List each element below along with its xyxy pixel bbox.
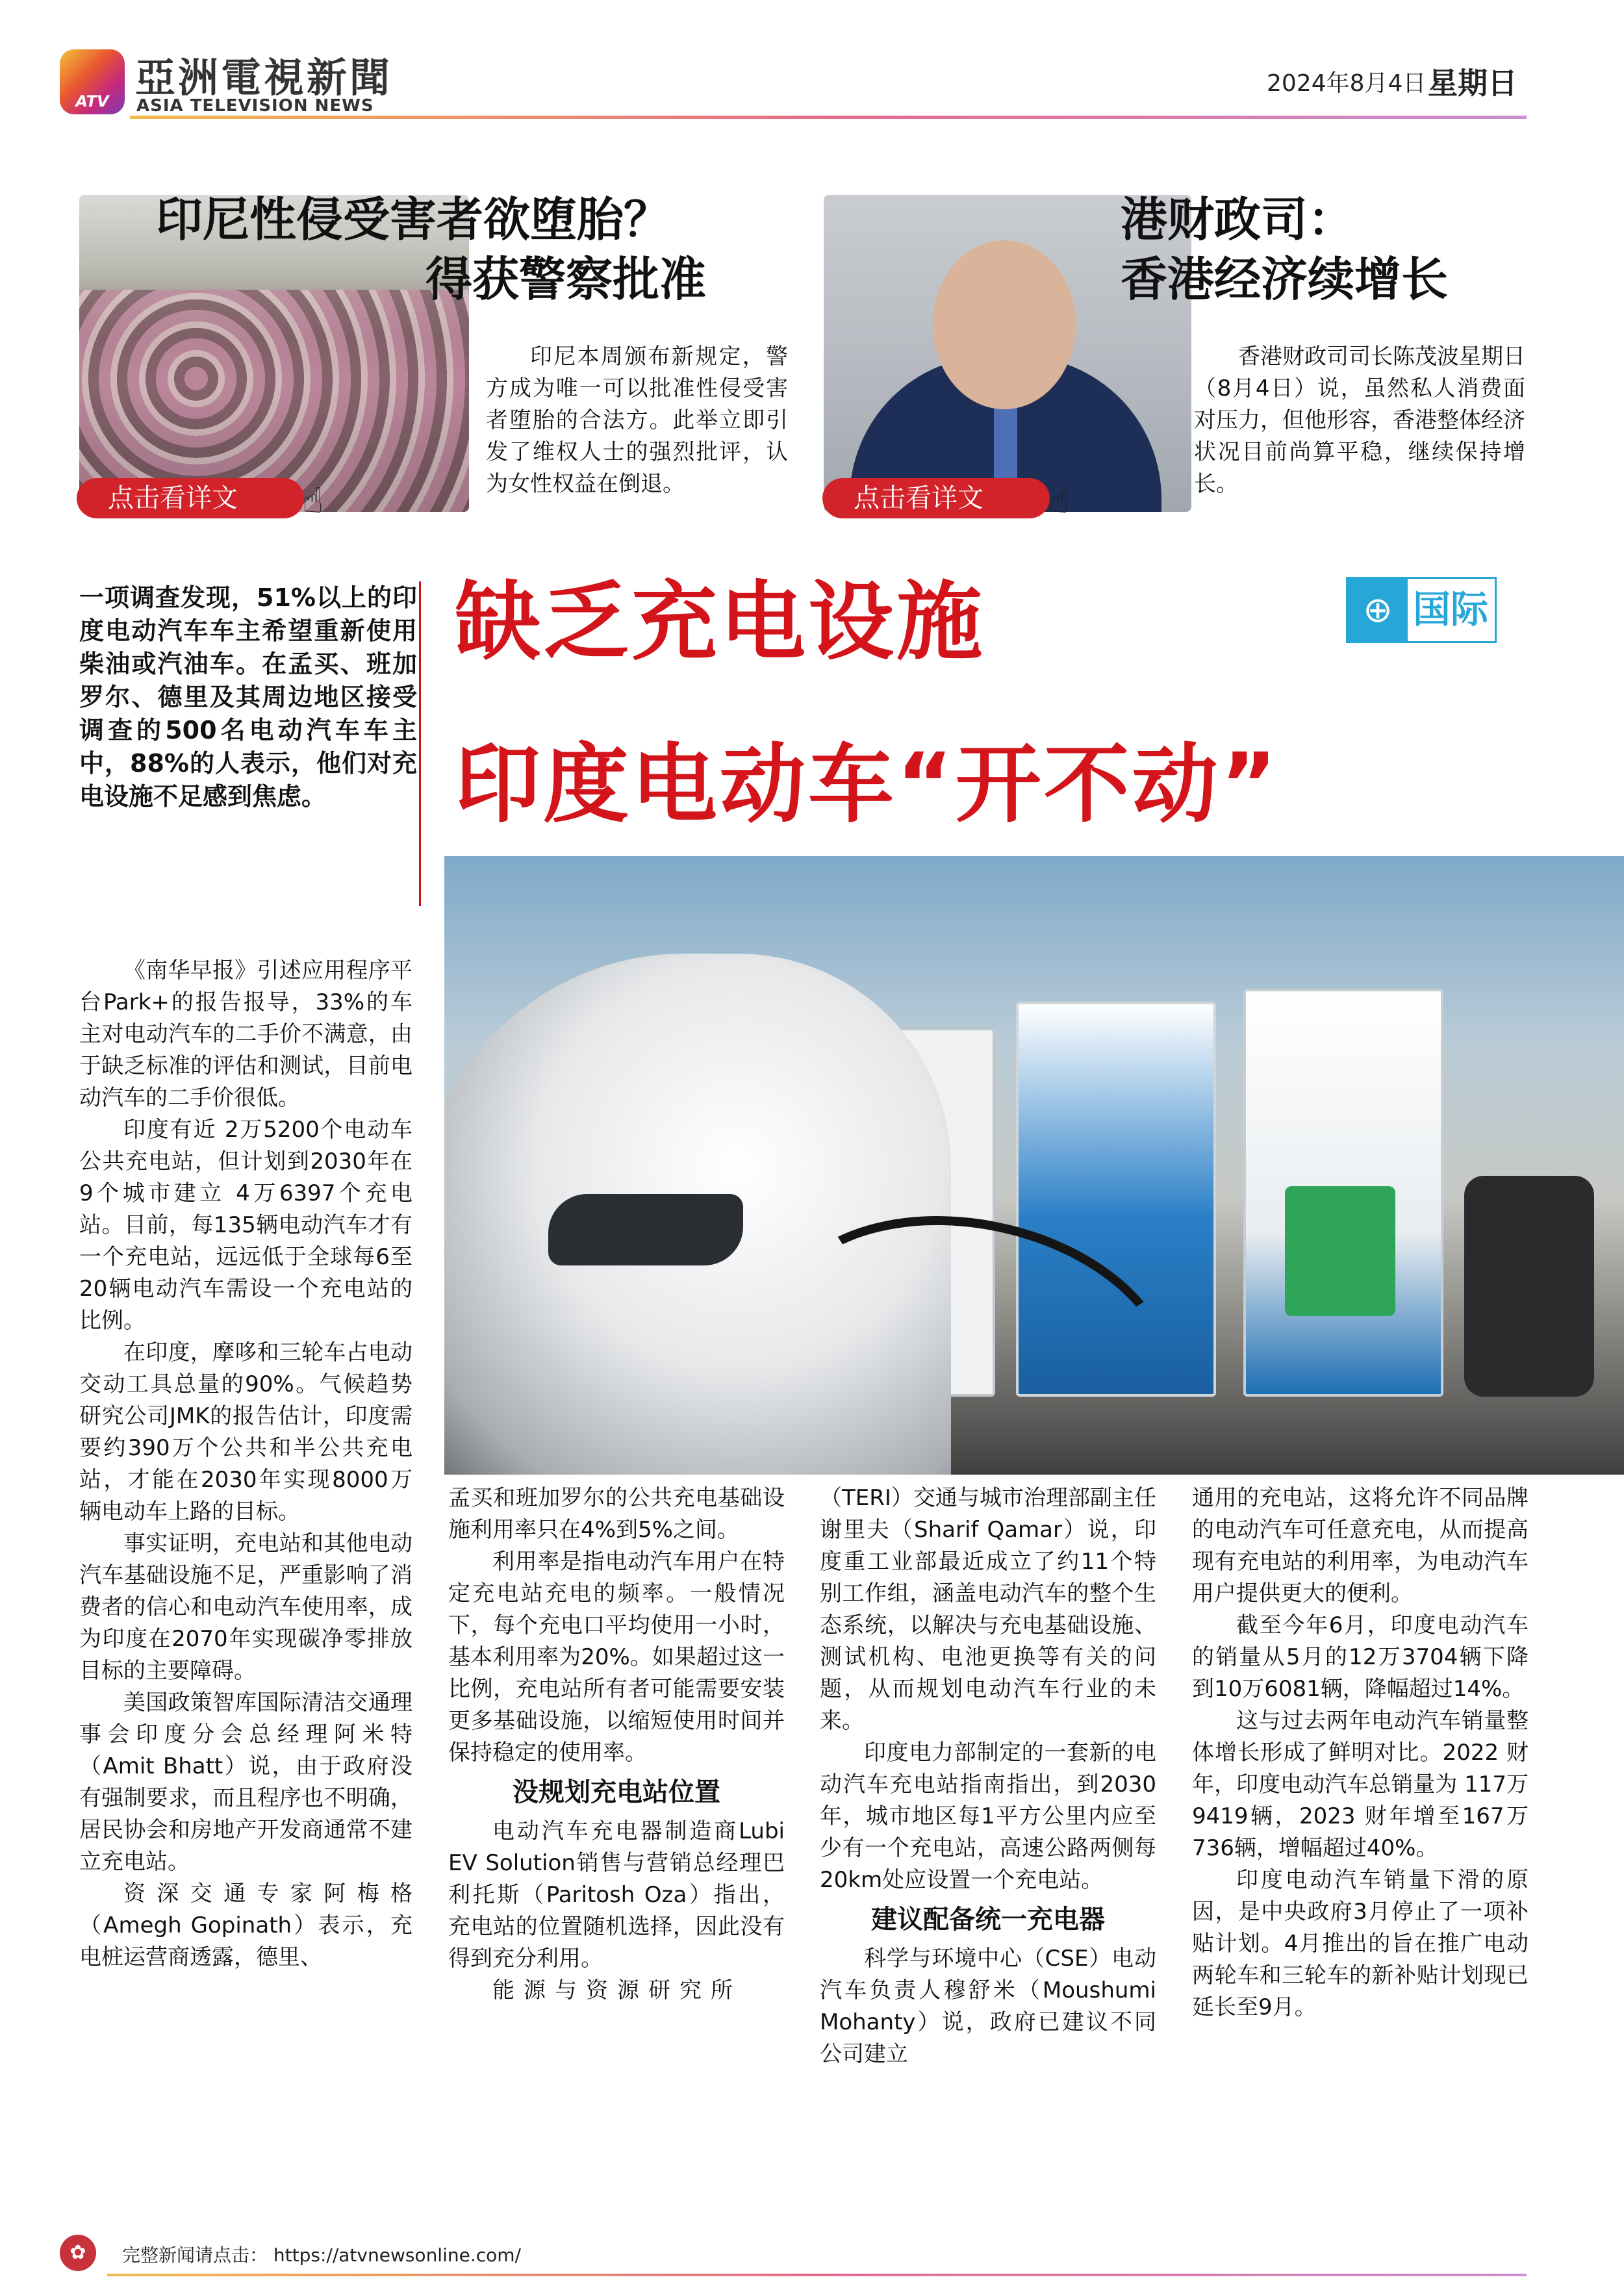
story2-headline-line1: 港财政司：: [1121, 192, 1355, 247]
car-headlamp: [548, 1194, 743, 1265]
section-label: 国际: [1413, 587, 1489, 631]
globe-icon: ⊕: [1348, 579, 1408, 641]
feature-title-line1: 缺乏充电设施: [455, 572, 985, 672]
paragraph: 美国政策智库国际清洁交通理事会印度分会总经理阿米特（Amit Bhatt）说，由于政府没有强制要求，而且程序也不明确，居民协会和房地产开发商通常不建立充电站。: [79, 1690, 412, 1875]
fortum-panel: [1285, 1186, 1395, 1316]
lead-divider: [419, 581, 421, 906]
article-column-4: [1192, 1482, 1529, 2024]
paragraph: 事实证明，充电站和其他电动汽车基础设施不足，严重影响了消费者的信心和电动汽车使用率，成为印度在2070年实现碳净零排放目标的主要障碍。: [79, 1530, 412, 1684]
section-badge-international[interactable]: [1346, 577, 1497, 643]
paragraph: 印度电力部制定的一套新的电动汽车充电站指南指出，到2030 年，城市地区每1平方公里内应至少有一个充电站，高速公路两侧每20km处应设置一个充电站。: [820, 1740, 1156, 1893]
paragraph: 截至今年6月，印度电动汽车的销量从5月的12万3704辆下降到10万6081辆，降幅超过14%。: [1192, 1612, 1529, 1702]
footer-logo-icon: ✿: [60, 2235, 96, 2271]
story1-read-more-button[interactable]: [77, 478, 324, 521]
article-column-1: [79, 955, 412, 1974]
paragraph: 电动汽车充电器制造商Lubi EV Solution销售与营销总经理巴利托斯（Paritosh Oza）指出，充电站的位置随机选择，因此没有得到充分利用。: [448, 1818, 785, 1972]
story1-headline-line1: 印尼性侵受害者欲堕胎？: [156, 192, 671, 247]
issue-weekday: 星期日: [1428, 66, 1517, 101]
issue-date: 2024年8月4日: [1267, 70, 1427, 97]
story2-read-more-button[interactable]: [822, 478, 1069, 521]
story2-headline[interactable]: [1121, 190, 1575, 309]
paragraph-continued: 通用的充电站，这将允许不同品牌的电动汽车可任意充电，从而提高现有充电站的利用率，为电动汽车用户提供更大的便利。: [1192, 1485, 1529, 1607]
paragraph-continued: 孟买和班加罗尔的公共充电基础设施利用率只在4%到5%之间。: [448, 1485, 785, 1543]
paragraph: 能源与资源研究所: [492, 1977, 742, 2003]
wall-charger-unit: [1464, 1176, 1594, 1397]
read-more-label: 点击看详文: [854, 483, 983, 513]
article-column-2: [448, 1482, 785, 2007]
header-divider: [130, 116, 1527, 119]
paragraph: 这与过去两年电动汽车销量整体增长形成了鲜明对比。2022 财年，印度电动汽车总销量为 117万9419辆，2023 财年增至167万736辆，增幅超过40%。: [1192, 1708, 1529, 1861]
paragraph: 资深交通专家阿梅格（Amegh Gopinath）表示，充电桩运营商透露，德里、: [79, 1881, 412, 1970]
brand-name-english: ASIA TELEVISION NEWS: [136, 96, 374, 116]
story1-headline[interactable]: [156, 190, 806, 249]
footer-link[interactable]: 完整新闻请点击： https://atvnewsonline.com/: [122, 2244, 521, 2266]
story1-teaser: 印尼本周颁布新规定，警方成为唯一可以批准性侵受害者堕胎的合法方。此举立即引发了维权人士的强烈批评，认为女性权益在倒退。: [486, 344, 788, 497]
feature-lead-paragraph: 一项调查发现，51%以上的印度电动汽车车主希望重新使用柴油或汽油车。在孟买、班加罗尔、德里及其周边地区接受调查的500名电动汽车车主中，88%的人表示，他们对充电设施不足感到焦虑。: [79, 583, 417, 811]
head-shape: [933, 240, 1076, 409]
feature-title-line2: 印度电动车“开不动”: [455, 735, 1280, 835]
footer-divider: [107, 2274, 1527, 2276]
story1-headline-line2[interactable]: 得获警察批准: [425, 252, 707, 307]
paragraph: 科学与环境中心（CSE）电动汽车负责人穆舒米（Moushumi Mohanty）说，政府已建议不同公司建立: [820, 1946, 1156, 2067]
brand-name-chinese: 亞洲電視新聞: [135, 54, 393, 101]
paragraph: 印度电动汽车销量下滑的原因，是中央政府3月停止了一项补贴计划。4月推出的旨在推广电动两轮车和三轮车的新补贴计划现已延长至9月。: [1192, 1867, 1529, 2020]
paragraph: 在印度，摩哆和三轮车占电动交动工具总量的90%。气候趋势研究公司JMK的报告估计，印度需要约390万个公共和半公共充电站，才能在2030年实现8000万辆电动车上路的目标。: [79, 1340, 412, 1525]
paragraph-continued: （TERI）交通与城市治理部副主任谢里夫（Sharif Qamar）说，印度重工业部最近成立了约11个特别工作组，涵盖电动汽车的整个生态系统，以解决与充电基础设施、测试机构、电池更换等有关的问题，从而规划电动汽车行业的未来。: [820, 1485, 1156, 1734]
article-column-3: [820, 1482, 1156, 2070]
paragraph: 利用率是指电动汽车用户在特定充电站充电的频率。一般情况下，每个充电口平均使用一小时，基本利用率为20%。如果超过这一比例，充电站所有者可能需要安装更多基础设施，以缩短使用时间并保持稳定的使用率。: [448, 1549, 785, 1766]
logo-text: ATV: [75, 92, 109, 110]
subheading-charging-location: 没规划充电站位置: [513, 1777, 720, 1807]
ev-charging-station-photo: [444, 856, 1624, 1475]
atv-logo: [60, 49, 125, 114]
pointer-hand-icon: ☝: [302, 480, 324, 521]
subheading-unified-charger: 建议配备统一充电器: [871, 1905, 1105, 1935]
paragraph: 印度有近 2万5200个电动车公共充电站，但计划到2030年在9个城市建立 4万6397个充电站。目前，每135辆电动汽车才有一个充电站，远远低于全球每6至20辆电动汽车需设一个充电站的比例。: [79, 1117, 412, 1334]
pointer-hand-icon: ☝: [1048, 480, 1069, 521]
fortum-charger-unit: [1243, 989, 1443, 1397]
story2-headline-line2: 香港经济续增长: [1121, 252, 1449, 307]
paragraph: 《南华早报》引述应用程序平台Park+的报告报导，33%的车主对电动汽车的二手价不满意，由于缺乏标准的评估和测试，目前电动汽车的二手价很低。: [79, 958, 412, 1111]
story2-teaser: 香港财政司司长陈茂波星期日（8月4日）说，虽然私人消费面对压力，但他形容，香港整体经济状况目前尚算平稳，继续保持增长。: [1194, 344, 1525, 497]
read-more-label: 点击看详文: [108, 483, 238, 513]
